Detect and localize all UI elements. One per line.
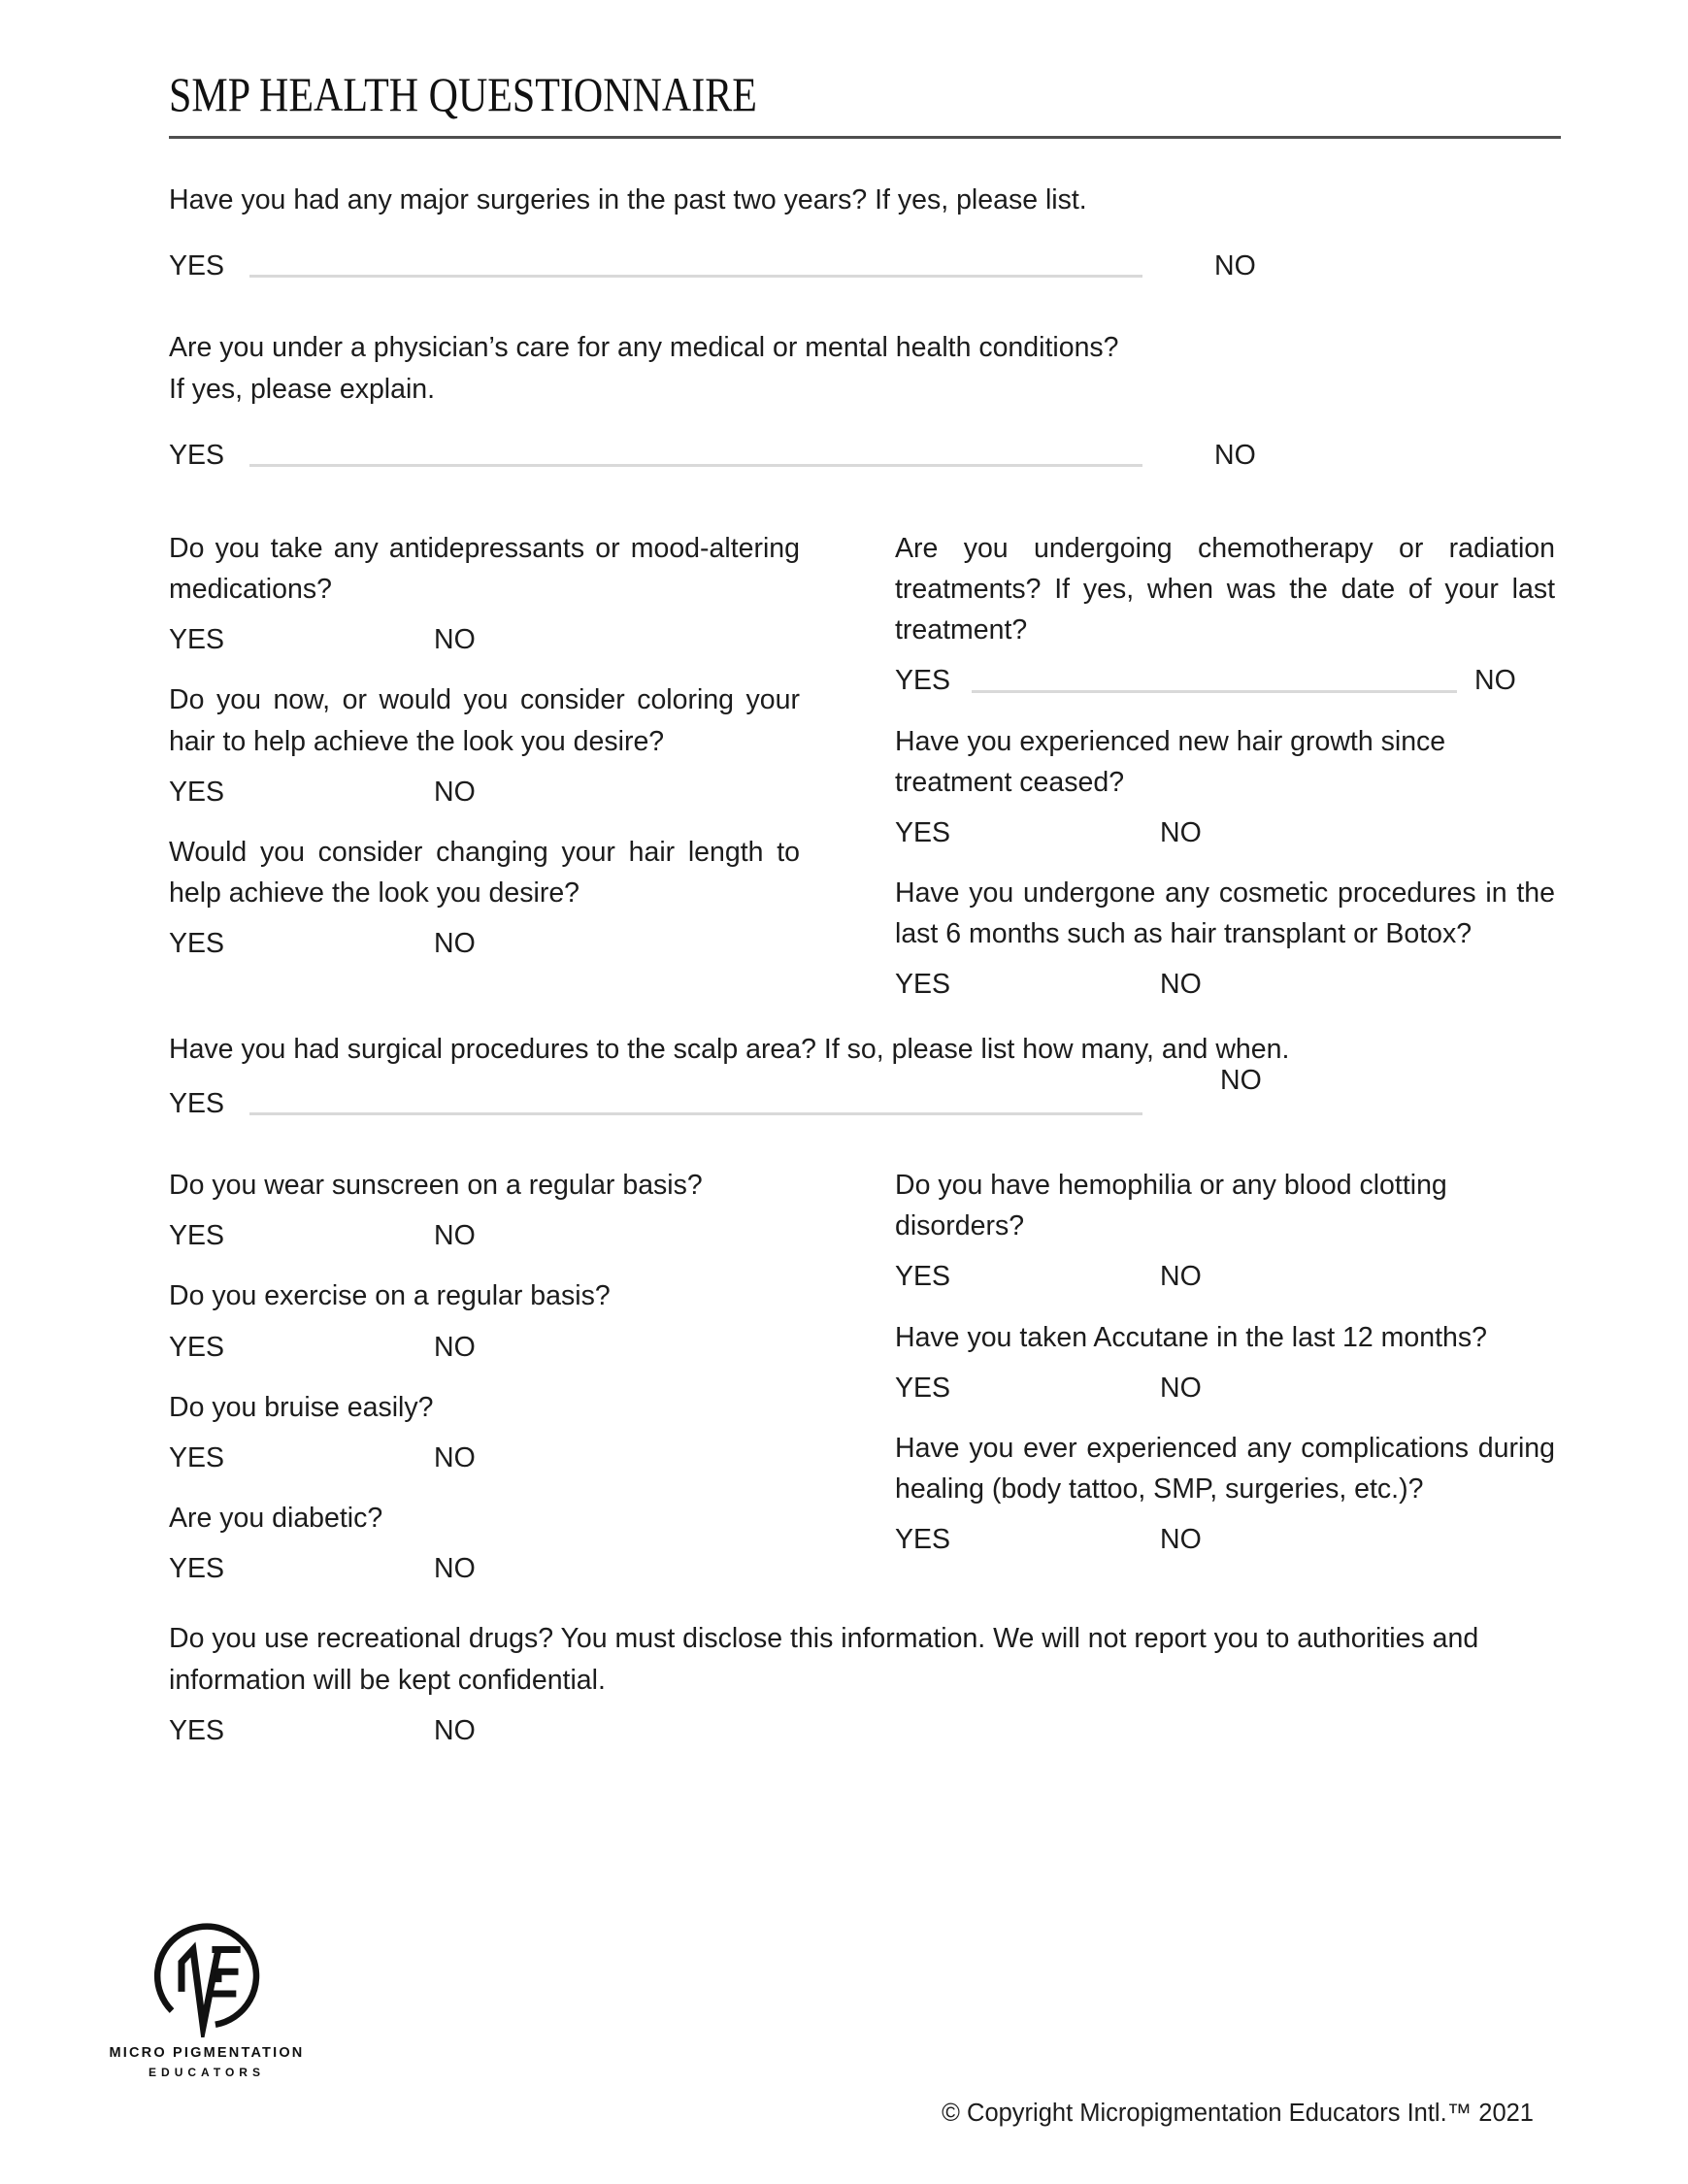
- answer-row-cosmetic-procedures: [895, 968, 1555, 1001]
- answer-row-hair-length: [169, 927, 800, 960]
- yes-option[interactable]: YES: [169, 928, 225, 960]
- answer-blank-line[interactable]: [249, 275, 1142, 278]
- yes-option[interactable]: YES: [169, 439, 225, 471]
- logo-text-micro-pigmentation: MICRO PIGMENTATION: [109, 2045, 305, 2061]
- section-major-surgeries: [169, 180, 1561, 327]
- answer-row-major-surgeries: [169, 249, 1561, 282]
- yes-option[interactable]: YES: [169, 1553, 225, 1585]
- section-hair-length: [169, 832, 800, 961]
- answer-blank-line[interactable]: [972, 690, 1457, 693]
- question-chemotherapy: Are you undergoing chemotherapy or radiation treatments? If yes, when was the date of your last treatment?: [895, 532, 1555, 646]
- answer-row-physician-care: [169, 439, 1561, 472]
- right-column: [895, 1165, 1555, 1608]
- question-scalp-procedures: Have you had surgical procedures to the scalp area? If so, please list how many, and when.: [169, 1033, 1290, 1065]
- section-chemotherapy: [895, 528, 1555, 698]
- no-option[interactable]: NO: [1160, 1524, 1202, 1556]
- question-sunscreen: Do you wear sunscreen on a regular basis?: [169, 1170, 703, 1202]
- section-new-hair-growth: [895, 721, 1555, 850]
- section-scalp-procedures: [169, 1029, 1561, 1161]
- no-option[interactable]: NO: [434, 928, 476, 960]
- yes-option[interactable]: YES: [169, 624, 225, 656]
- section-bruise: [169, 1387, 800, 1474]
- yes-option[interactable]: YES: [169, 1220, 225, 1252]
- answer-row-hemophilia: [895, 1260, 1555, 1293]
- yes-option[interactable]: YES: [169, 250, 225, 282]
- two-column-section-b: [169, 1165, 1561, 1608]
- copyright-notice: © Copyright Micropigmentation Educators Intl.™ 2021: [942, 2100, 1534, 2127]
- no-option[interactable]: NO: [434, 1220, 476, 1252]
- me-monogram-icon: [144, 1918, 270, 2038]
- left-column: [169, 528, 800, 1025]
- yes-option[interactable]: YES: [169, 1331, 225, 1363]
- answer-row-exercise: [169, 1331, 800, 1364]
- question-exercise: Do you exercise on a regular basis?: [169, 1280, 611, 1312]
- section-hair-coloring: [169, 679, 800, 809]
- section-antidepressants: [169, 528, 800, 657]
- yes-option[interactable]: YES: [169, 776, 225, 808]
- section-physician-care: [169, 327, 1561, 528]
- question-bruise: Do you bruise easily?: [169, 1391, 434, 1423]
- question-diabetic: Are you diabetic?: [169, 1503, 383, 1535]
- logo-text-educators: EDUCATORS: [149, 2066, 265, 2079]
- section-recreational-drugs: [169, 1618, 1561, 1747]
- no-option[interactable]: NO: [1160, 816, 1202, 848]
- answer-row-recreational-drugs: [169, 1714, 1561, 1747]
- question-physician-care-line2: If yes, please explain.: [169, 373, 436, 405]
- yes-option[interactable]: YES: [895, 665, 951, 697]
- no-option[interactable]: NO: [1160, 1261, 1202, 1293]
- no-option[interactable]: NO: [1220, 1064, 1262, 1096]
- question-hair-coloring: Do you now, or would you consider coloring your hair to help achieve the look you desire?: [169, 684, 800, 757]
- answer-row-accutane: [895, 1372, 1555, 1405]
- section-complications: [895, 1428, 1555, 1557]
- yes-option[interactable]: YES: [169, 1087, 225, 1119]
- answer-row-complications: [895, 1523, 1555, 1556]
- question-antidepressants: Do you take any antidepressants or mood-altering medications?: [169, 532, 800, 606]
- yes-option[interactable]: YES: [169, 1441, 225, 1473]
- page-title: SMP HEALTH QUESTIONNAIRE: [169, 67, 757, 121]
- yes-option[interactable]: YES: [169, 1714, 225, 1746]
- yes-option[interactable]: YES: [895, 969, 951, 1001]
- question-hemophilia: Do you have hemophilia or any blood clotting disorders?: [895, 1170, 1447, 1242]
- question-recreational-drugs: Do you use recreational drugs? You must disclose this information. We will not report you to authorities and information will be kept confidential.: [169, 1623, 1479, 1696]
- section-diabetic: [169, 1498, 800, 1585]
- section-exercise: [169, 1275, 800, 1363]
- answer-row-diabetic: [169, 1552, 800, 1585]
- yes-option[interactable]: YES: [895, 1524, 951, 1556]
- page-footer: [109, 1918, 1561, 2184]
- no-option[interactable]: NO: [434, 776, 476, 808]
- question-physician-care-line1: Are you under a physician’s care for any medical or mental health conditions?: [169, 332, 1119, 364]
- section-sunscreen: [169, 1165, 800, 1252]
- question-new-hair-growth: Have you experienced new hair growth since treatment ceased?: [895, 725, 1446, 798]
- answer-row-chemotherapy: [895, 664, 1555, 697]
- section-hemophilia: [895, 1165, 1555, 1294]
- micropigmentation-logo: [104, 1918, 310, 2080]
- no-option[interactable]: NO: [434, 1553, 476, 1585]
- no-option[interactable]: NO: [434, 1441, 476, 1473]
- no-option[interactable]: NO: [434, 1714, 476, 1746]
- answer-row-bruise: [169, 1441, 800, 1474]
- yes-option[interactable]: YES: [895, 1372, 951, 1404]
- section-cosmetic-procedures: [895, 873, 1555, 1002]
- no-option[interactable]: NO: [1160, 969, 1202, 1001]
- yes-option[interactable]: YES: [895, 816, 951, 848]
- question-major-surgeries: Have you had any major surgeries in the past two years? If yes, please list.: [169, 184, 1087, 215]
- answer-row-antidepressants: [169, 623, 800, 656]
- section-accutane: [895, 1317, 1555, 1405]
- answer-row-scalp-procedures: [169, 1064, 1561, 1120]
- no-option[interactable]: NO: [1214, 250, 1256, 282]
- answer-row-hair-coloring: [169, 776, 800, 809]
- question-complications: Have you ever experienced any complications during healing (body tattoo, SMP, surgeries, etc.)?: [895, 1432, 1555, 1506]
- left-column: [169, 1165, 800, 1608]
- no-option[interactable]: NO: [1474, 665, 1516, 697]
- no-option[interactable]: NO: [1214, 439, 1256, 471]
- no-option[interactable]: NO: [434, 624, 476, 656]
- no-option[interactable]: NO: [1160, 1372, 1202, 1404]
- answer-row-sunscreen: [169, 1219, 800, 1252]
- yes-option[interactable]: YES: [895, 1261, 951, 1293]
- right-column: [895, 528, 1555, 1025]
- answer-blank-line[interactable]: [249, 464, 1142, 467]
- answer-blank-line[interactable]: [249, 1112, 1142, 1115]
- question-hair-length: Would you consider changing your hair length to help achieve the look you desire?: [169, 836, 800, 910]
- title-divider: [169, 136, 1561, 139]
- two-column-section-a: [169, 528, 1561, 1025]
- answer-row-new-hair-growth: [895, 816, 1555, 849]
- logo-letter-m: [182, 1949, 218, 2026]
- question-cosmetic-procedures: Have you undergone any cosmetic procedures in the last 6 months such as hair transplant or Botox?: [895, 877, 1555, 950]
- question-accutane: Have you taken Accutane in the last 12 months?: [895, 1321, 1487, 1353]
- no-option[interactable]: NO: [434, 1331, 476, 1363]
